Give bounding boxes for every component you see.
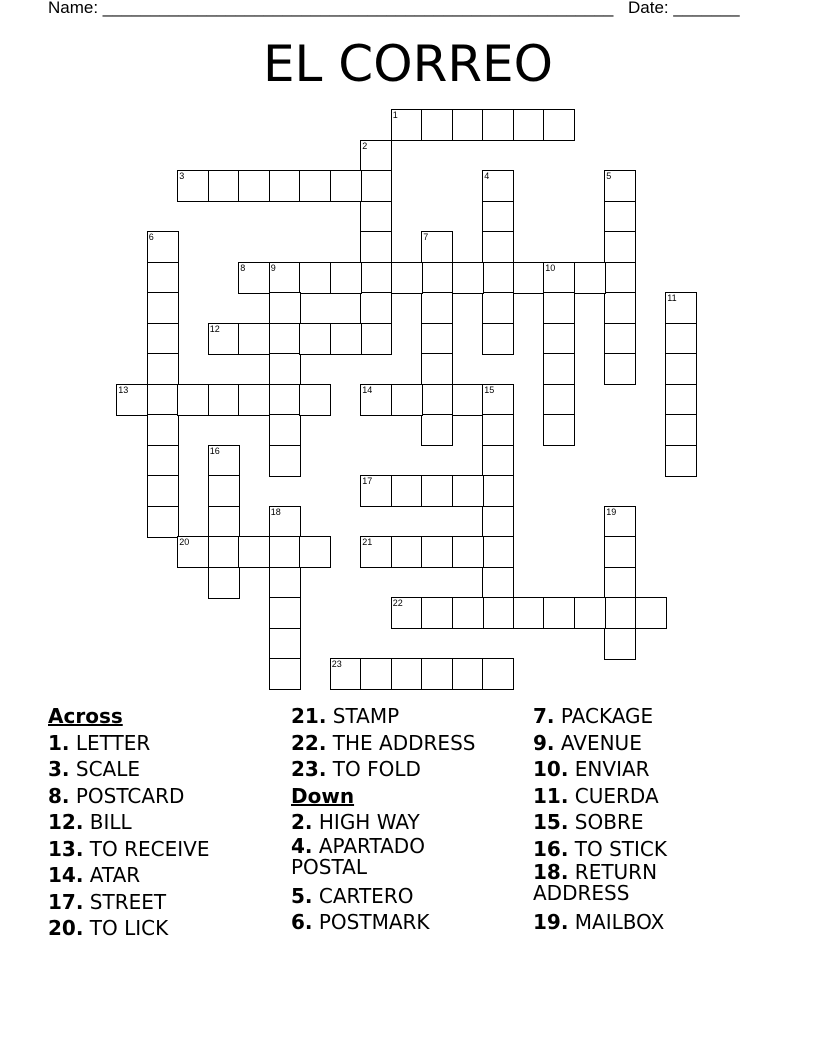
grid-cell[interactable] bbox=[391, 475, 423, 507]
grid-cell[interactable] bbox=[482, 506, 514, 538]
across-clue: 1. LETTER bbox=[48, 730, 151, 755]
across-clue: 13. TO RECEIVE bbox=[48, 836, 210, 861]
grid-cell[interactable] bbox=[269, 353, 301, 385]
grid-cell[interactable] bbox=[482, 201, 514, 233]
grid-cell[interactable] bbox=[421, 597, 453, 629]
across-clue: 20. TO LICK bbox=[48, 916, 169, 940]
grid-cell[interactable] bbox=[208, 384, 240, 416]
grid-cell[interactable] bbox=[147, 231, 179, 263]
grid-cell[interactable] bbox=[513, 262, 545, 294]
grid-cell[interactable] bbox=[421, 384, 453, 416]
grid-cell[interactable] bbox=[543, 597, 575, 629]
grid-cell[interactable] bbox=[421, 658, 453, 690]
grid-cell[interactable] bbox=[238, 536, 270, 568]
grid-cell[interactable] bbox=[360, 231, 392, 263]
grid-cell[interactable] bbox=[665, 414, 697, 446]
grid-cell[interactable] bbox=[391, 597, 423, 629]
grid-cell[interactable] bbox=[208, 170, 240, 202]
cell-number: 7 bbox=[423, 232, 429, 243]
down-clue: 15. SOBRE bbox=[533, 810, 644, 834]
grid-cell[interactable] bbox=[482, 262, 514, 294]
cell-number: 23 bbox=[331, 659, 342, 670]
grid-cell[interactable] bbox=[604, 323, 636, 355]
grid-cell[interactable] bbox=[177, 170, 209, 202]
grid-cell[interactable] bbox=[452, 475, 484, 507]
grid-cell[interactable] bbox=[604, 567, 636, 599]
cell-number: 9 bbox=[270, 262, 276, 273]
grid-cell[interactable] bbox=[665, 445, 697, 477]
grid-cell[interactable] bbox=[391, 109, 423, 141]
grid-cell[interactable] bbox=[299, 170, 331, 202]
grid-cell[interactable] bbox=[421, 414, 453, 446]
cell-number: 12 bbox=[209, 323, 220, 334]
grid-cell[interactable] bbox=[604, 597, 636, 629]
grid-cell[interactable] bbox=[452, 109, 484, 141]
grid-cell[interactable] bbox=[238, 170, 270, 202]
grid-cell[interactable] bbox=[543, 292, 575, 324]
grid-cell[interactable] bbox=[269, 292, 301, 324]
grid-cell[interactable] bbox=[147, 475, 179, 507]
grid-cell[interactable] bbox=[269, 658, 301, 690]
cell-number: 19 bbox=[606, 506, 617, 517]
grid-cell[interactable] bbox=[208, 536, 240, 568]
grid-cell[interactable] bbox=[360, 201, 392, 233]
grid-cell[interactable] bbox=[574, 597, 606, 629]
across-clue: 3. SCALE bbox=[48, 757, 140, 781]
grid-cell[interactable] bbox=[391, 536, 423, 568]
down-clue: 10. ENVIAR bbox=[533, 757, 650, 781]
grid-cell[interactable] bbox=[482, 475, 514, 507]
grid-cell[interactable] bbox=[482, 536, 514, 568]
grid-cell[interactable] bbox=[360, 170, 392, 202]
grid-cell[interactable] bbox=[360, 384, 392, 416]
grid-cell[interactable] bbox=[299, 536, 331, 568]
grid-cell[interactable] bbox=[208, 445, 240, 477]
name-field[interactable]: Name: ______________________________________________________ bbox=[48, 0, 614, 17]
grid-cell[interactable] bbox=[665, 384, 697, 416]
grid-cell[interactable] bbox=[269, 567, 301, 599]
grid-cell[interactable] bbox=[513, 597, 545, 629]
grid-cell[interactable] bbox=[604, 262, 636, 294]
grid-cell[interactable] bbox=[269, 384, 301, 416]
grid-cell[interactable] bbox=[238, 384, 270, 416]
grid-cell[interactable] bbox=[543, 323, 575, 355]
across-clue: 21. STAMP bbox=[291, 704, 400, 728]
grid-cell[interactable] bbox=[269, 628, 301, 660]
date-field[interactable]: Date: _______ bbox=[628, 0, 740, 17]
grid-cell[interactable] bbox=[269, 262, 301, 294]
grid-cell[interactable] bbox=[482, 384, 514, 416]
grid-cell[interactable] bbox=[482, 170, 514, 202]
grid-cell[interactable] bbox=[330, 323, 362, 355]
cell-number: 14 bbox=[362, 384, 373, 395]
grid-cell[interactable] bbox=[604, 353, 636, 385]
grid-cell[interactable] bbox=[330, 658, 362, 690]
grid-cell[interactable] bbox=[482, 109, 514, 141]
cell-number: 2 bbox=[362, 140, 368, 151]
grid-cell[interactable] bbox=[208, 567, 240, 599]
grid-cell[interactable] bbox=[482, 597, 514, 629]
cell-number: 21 bbox=[362, 537, 373, 548]
clue-column-2 bbox=[291, 703, 531, 936]
cell-number: 16 bbox=[209, 445, 220, 456]
down-clue: 7. PACKAGE bbox=[533, 704, 654, 728]
grid-cell[interactable] bbox=[269, 506, 301, 538]
cell-number: 20 bbox=[179, 537, 190, 548]
grid-cell[interactable] bbox=[604, 292, 636, 324]
across-clue: 22. THE ADDRESS bbox=[291, 730, 476, 755]
grid-cell[interactable] bbox=[269, 445, 301, 477]
grid-cell[interactable] bbox=[360, 536, 392, 568]
grid-cell[interactable] bbox=[604, 170, 636, 202]
grid-cell[interactable] bbox=[391, 262, 423, 294]
grid-cell[interactable] bbox=[147, 414, 179, 446]
grid-cell[interactable] bbox=[452, 658, 484, 690]
grid-cell[interactable] bbox=[604, 506, 636, 538]
grid-cell[interactable] bbox=[238, 323, 270, 355]
across-clue: 12. BILL bbox=[48, 810, 132, 834]
grid-cell[interactable] bbox=[360, 323, 392, 355]
grid-cell[interactable] bbox=[421, 475, 453, 507]
grid-cell[interactable] bbox=[299, 262, 331, 294]
down-clue: 6. POSTMARK bbox=[291, 910, 430, 934]
grid-cell[interactable] bbox=[482, 292, 514, 324]
grid-cell[interactable] bbox=[360, 658, 392, 690]
grid-cell[interactable] bbox=[269, 323, 301, 355]
down-clue: 18. RETURN ADDRESS bbox=[533, 860, 658, 905]
grid-cell[interactable] bbox=[269, 536, 301, 568]
grid-cell[interactable] bbox=[421, 323, 453, 355]
puzzle-title: EL CORREO bbox=[262, 35, 554, 93]
grid-cell[interactable] bbox=[635, 597, 667, 629]
grid-cell[interactable] bbox=[452, 384, 484, 416]
grid-cell[interactable] bbox=[330, 170, 362, 202]
cell-number: 15 bbox=[484, 384, 495, 395]
grid-cell[interactable] bbox=[482, 658, 514, 690]
grid-cell[interactable] bbox=[360, 292, 392, 324]
down-clue: 11. CUERDA bbox=[533, 783, 659, 808]
down-clue: 9. AVENUE bbox=[533, 730, 642, 755]
grid-cell[interactable] bbox=[147, 262, 179, 294]
grid-cell[interactable] bbox=[543, 353, 575, 385]
grid-cell[interactable] bbox=[330, 262, 362, 294]
grid-cell[interactable] bbox=[665, 353, 697, 385]
down-heading: Down bbox=[291, 783, 355, 808]
cell-number: 10 bbox=[545, 262, 556, 273]
grid-cell[interactable] bbox=[452, 536, 484, 568]
grid-cell[interactable] bbox=[482, 323, 514, 355]
grid-cell[interactable] bbox=[269, 414, 301, 446]
grid-cell[interactable] bbox=[238, 262, 270, 294]
grid-cell[interactable] bbox=[543, 414, 575, 446]
across-clue: 17. STREET bbox=[48, 889, 167, 914]
grid-cell[interactable] bbox=[269, 170, 301, 202]
grid-cell[interactable] bbox=[208, 323, 240, 355]
grid-cell[interactable] bbox=[574, 262, 606, 294]
grid-cell[interactable] bbox=[482, 445, 514, 477]
grid-cell[interactable] bbox=[177, 384, 209, 416]
cell-number: 18 bbox=[270, 506, 281, 517]
cell-number: 4 bbox=[484, 171, 490, 182]
grid-cell[interactable] bbox=[147, 445, 179, 477]
grid-cell[interactable] bbox=[147, 323, 179, 355]
grid-cell[interactable] bbox=[665, 323, 697, 355]
grid-cell[interactable] bbox=[421, 353, 453, 385]
grid-cell[interactable] bbox=[269, 597, 301, 629]
grid-cell[interactable] bbox=[604, 231, 636, 263]
grid-cell[interactable] bbox=[147, 292, 179, 324]
grid-cell[interactable] bbox=[604, 536, 636, 568]
grid-cell[interactable] bbox=[513, 109, 545, 141]
grid-cell[interactable] bbox=[208, 475, 240, 507]
cell-number: 3 bbox=[179, 171, 185, 182]
grid-cell[interactable] bbox=[360, 140, 392, 172]
grid-cell[interactable] bbox=[421, 292, 453, 324]
grid-cell[interactable] bbox=[452, 597, 484, 629]
cell-number: 8 bbox=[240, 262, 246, 273]
cell-number: 6 bbox=[148, 232, 154, 243]
grid-cell[interactable] bbox=[482, 231, 514, 263]
grid-cell[interactable] bbox=[421, 231, 453, 263]
grid-cell[interactable] bbox=[452, 262, 484, 294]
across-clue: 8. POSTCARD bbox=[48, 783, 185, 808]
down-clue: 19. MAILBOX bbox=[533, 910, 665, 934]
down-clue: 5. CARTERO bbox=[291, 883, 414, 908]
grid-cell[interactable] bbox=[421, 109, 453, 141]
grid-cell[interactable] bbox=[604, 628, 636, 660]
down-clue: 2. HIGH WAY bbox=[291, 810, 420, 834]
grid-cell[interactable] bbox=[116, 384, 148, 416]
grid-cell[interactable] bbox=[543, 384, 575, 416]
grid-cell[interactable] bbox=[482, 567, 514, 599]
grid-cell[interactable] bbox=[482, 414, 514, 446]
clue-column-1 bbox=[48, 703, 288, 942]
clue-column-3 bbox=[533, 703, 773, 936]
grid-cell[interactable] bbox=[391, 658, 423, 690]
grid-cell[interactable] bbox=[360, 475, 392, 507]
grid-cell[interactable] bbox=[543, 109, 575, 141]
down-clue: 4. APARTADO POSTAL bbox=[291, 833, 425, 879]
grid-cell[interactable] bbox=[299, 323, 331, 355]
grid-cell[interactable] bbox=[147, 353, 179, 385]
grid-cell[interactable] bbox=[360, 262, 392, 294]
grid-cell[interactable] bbox=[147, 384, 179, 416]
grid-cell[interactable] bbox=[421, 262, 453, 294]
cell-number: 13 bbox=[118, 384, 129, 395]
across-clue: 14. ATAR bbox=[48, 863, 141, 887]
cell-number: 11 bbox=[667, 293, 677, 304]
down-clue: 16. TO STICK bbox=[533, 836, 668, 861]
grid-cell[interactable] bbox=[208, 506, 240, 538]
grid-cell[interactable] bbox=[665, 292, 697, 324]
cell-number: 1 bbox=[392, 110, 398, 121]
grid-cell[interactable] bbox=[604, 201, 636, 233]
grid-cell[interactable] bbox=[177, 536, 209, 568]
grid-cell[interactable] bbox=[299, 384, 331, 416]
grid-cell[interactable] bbox=[421, 536, 453, 568]
across-clue: 23. TO FOLD bbox=[291, 757, 421, 781]
cell-number: 17 bbox=[362, 476, 373, 487]
cell-number: 22 bbox=[392, 598, 403, 609]
cell-number: 5 bbox=[606, 171, 612, 182]
across-heading: Across bbox=[48, 704, 123, 728]
grid-cell[interactable] bbox=[543, 262, 575, 294]
grid-cell[interactable] bbox=[391, 384, 423, 416]
grid-cell[interactable] bbox=[147, 506, 179, 538]
